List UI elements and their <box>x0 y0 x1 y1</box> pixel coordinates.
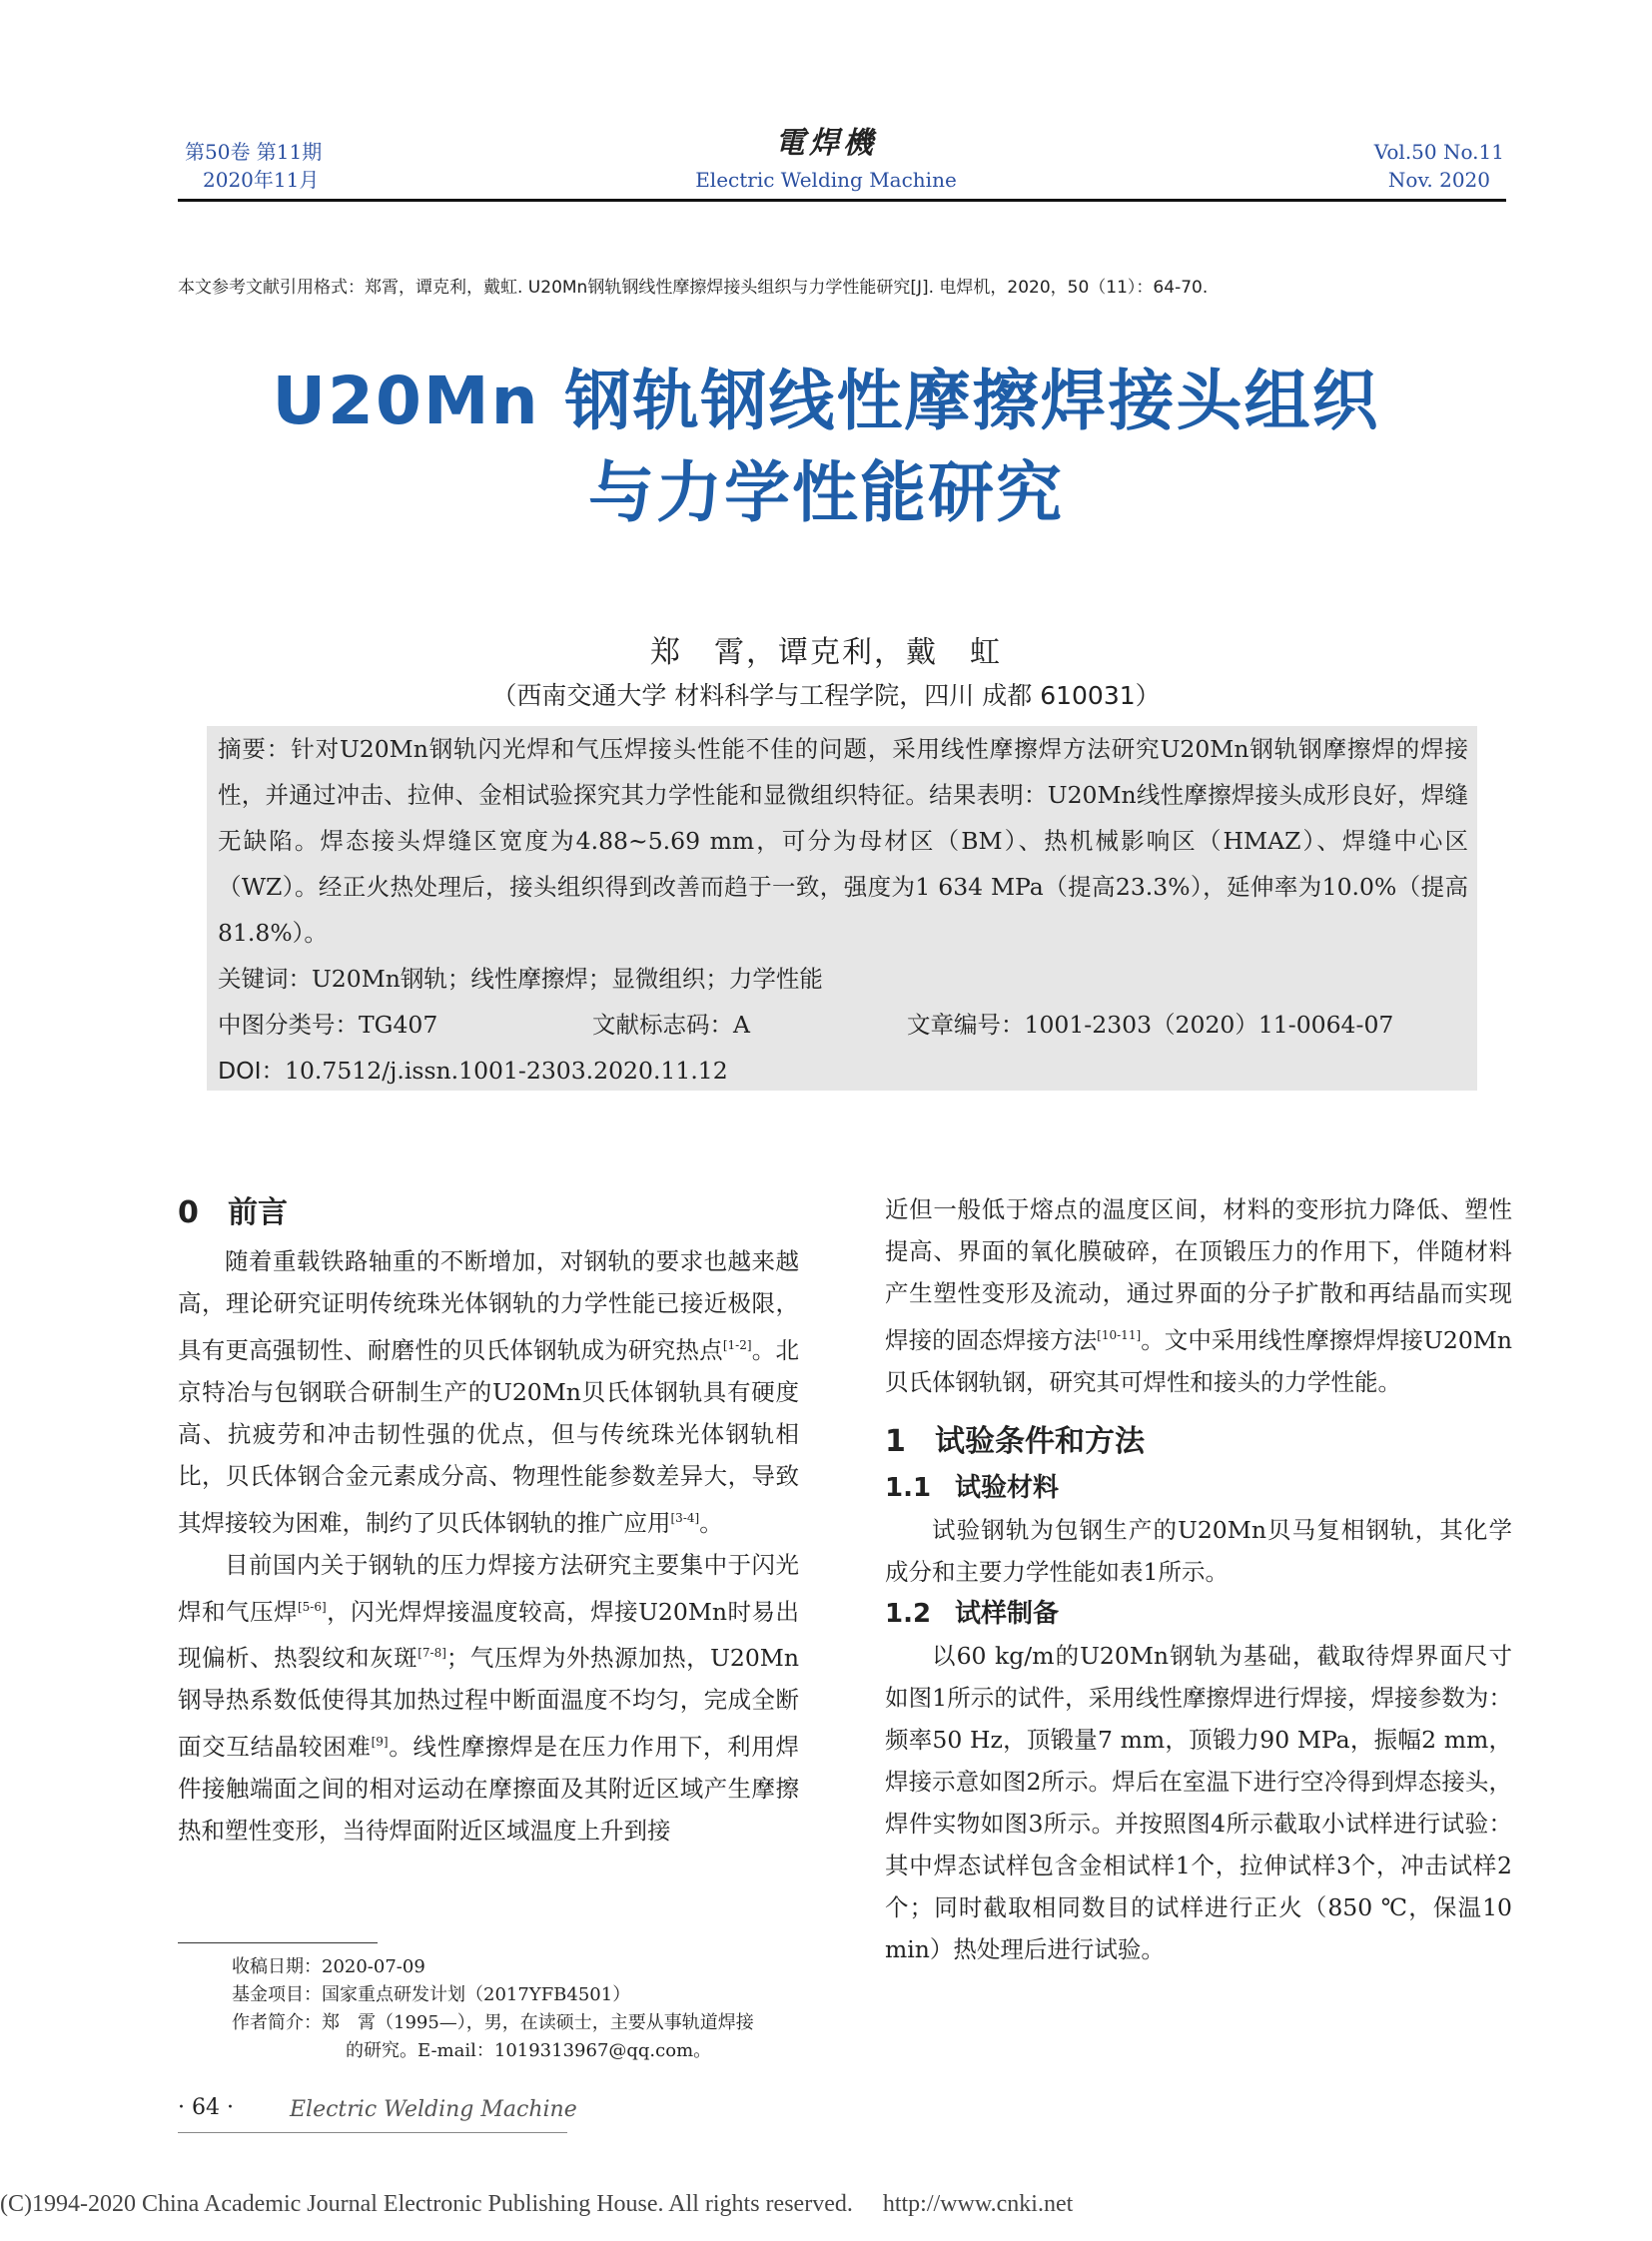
section-1-2-number: 1.2 <box>885 1598 932 1629</box>
journal-logo: 電焊機 <box>775 126 877 161</box>
fund-project: 基金项目：国家重点研发计划（2017YFB4501） <box>232 1984 631 2005</box>
clc-number: TG407 <box>359 1011 438 1039</box>
title-line-1: U20Mn 钢轨钢线性摩擦焊接头组织 <box>272 363 1380 439</box>
intro-p1-text-b: 。北京特冶与包钢联合研制生产的U20Mn贝氏体钢轨具有硬度高、抗疲劳和冲击韧性强的优点，但与传统珠光体钢轨相比，贝氏体钢合金元素成分高、物理性能参数差异大，导致其焊接较为困难，制约了贝氏体钢轨的推广应用 <box>178 1335 800 1537</box>
citation-format: 本文参考文献引用格式：郑霄，谭克利，戴虹. U20Mn钢轨钢线性摩擦焊接头组织与力学性能研究[J]. 电焊机，2020，50（11）：64-70. <box>178 278 1209 298</box>
section-1-title: 试验条件和方法 <box>935 1423 1145 1459</box>
left-column <box>178 1188 799 1852</box>
section-1-2-title: 试样制备 <box>955 1598 1060 1629</box>
footer-journal-script: Electric Welding Machine <box>290 2097 577 2122</box>
right-p1-text-b: 。文中采用线性摩擦焊焊接U20Mn贝氏体钢轨钢，研究其可焊性和接头的力学性能。 <box>885 1325 1513 1396</box>
header-volume-issue: 第50卷 第11期 <box>185 140 323 164</box>
journal-name-en: Electric Welding Machine <box>695 168 957 192</box>
right-paragraph-1 <box>885 1188 1512 1403</box>
section-0-number: 0 <box>178 1195 199 1230</box>
doc-code-label: 文献标志码： <box>592 1011 733 1039</box>
intro-p2-text-c: ；气压焊为外热源加热，U20Mn钢导热系数低使得其加热过程中断面温度不均匀，完成全断面交互结晶较困难 <box>178 1644 800 1762</box>
copyright-notice: (C)1994-2020 China Academic Journal Electronic Publishing House. All rights reserved. http://www.cnki.net <box>0 2191 1074 2217</box>
clc-label: 中图分类号： <box>218 1011 359 1039</box>
footnote-rule <box>178 1942 378 1943</box>
doi-label: DOI： <box>218 1057 286 1085</box>
right-p1-text: 近但一般低于熔点的温度区间，材料的变形抗力降低、塑性提高、界面的氧化膜破碎，在顶锻压力的作用下，伴随材料产生塑性变形及流动，通过界面的分子扩散和再结晶而实现焊接的固态焊接方法 <box>885 1195 1512 1354</box>
article-number: 1001-2303（2020）11-0064-07 <box>1024 1011 1394 1039</box>
intro-p1-text: 随着重载铁路轴重的不断增加，对钢轨的要求也越来越高，理论研究证明传统珠光体钢轨的力学性能已接近极限，具有更高强韧性、耐磨性的贝氏体钢轨成为研究热点 <box>178 1247 799 1364</box>
intro-paragraph-2 <box>178 1544 799 1852</box>
abstract-text: 针对U20Mn钢轨闪光焊和气压焊接头性能不佳的问题，采用线性摩擦焊方法研究U20Mn钢轨钢摩擦焊的焊接性，并通过冲击、拉伸、金相试验探究其力学性能和显微组织特征。结果表明：U20Mn线性摩擦焊接头成形良好，焊缝无缺陷。焊态接头焊缝区宽度为4.88~5.69 mm，可分为母材区（BM）、热机械影响区（HMAZ）、焊缝中心区（WZ）。经正火热处理后，接头组织得到改善而趋于一致，强度为1 634 MPa（提高23.3%），延伸率为10.0%（提高81.8%）。 <box>218 735 1469 947</box>
materials-paragraph: 试验钢轨为包钢生产的U20Mn贝马复相钢轨，其化学成分和主要力学性能如表1所示。 <box>885 1515 1512 1586</box>
ref-7-8: [7-8] <box>417 1646 446 1661</box>
right-column <box>885 1188 1512 1970</box>
ref-3-4: [3-4] <box>670 1510 700 1525</box>
section-1-1-number: 1.1 <box>885 1472 932 1503</box>
intro-p2-text-d: 。线性摩擦焊是在压力作用下，利用焊件接触端面之间的相对运动在摩擦面及其附近区域产生摩擦热和塑性变形，当待焊面附近区域温度上升到接 <box>178 1733 800 1846</box>
section-1-1-title: 试验材料 <box>955 1472 1060 1503</box>
footnotes <box>232 1953 811 2065</box>
section-1-2-heading <box>885 1593 1512 1635</box>
page-number: · 64 · <box>178 2095 234 2120</box>
intro-paragraph-1 <box>178 1240 799 1544</box>
header-volume <box>185 138 322 194</box>
section-1-heading <box>885 1417 1512 1467</box>
header-date: 2020年11月 <box>203 168 320 192</box>
author-bio-cont: 的研究。E-mail：1019313967@qq.com。 <box>346 2040 712 2061</box>
keywords: U20Mn钢轨；线性摩擦焊；显微组织；力学性能 <box>312 965 823 993</box>
ref-10-11: [10-11] <box>1097 1328 1142 1342</box>
article-title <box>150 356 1502 539</box>
footer-rule <box>178 2132 567 2133</box>
ref-1-2: [1-2] <box>722 1338 752 1352</box>
header-vol-en <box>1374 138 1504 194</box>
keywords-label: 关键词： <box>218 965 312 993</box>
affiliation: （西南交通大学 材料科学与工程学院，四川 成都 610031） <box>491 681 1161 710</box>
doi: 10.7512/j.issn.1001-2303.2020.11.12 <box>285 1057 728 1085</box>
header-center <box>626 118 1026 192</box>
section-0-heading <box>178 1188 799 1238</box>
doc-code: A <box>733 1011 750 1039</box>
abstract-label: 摘要： <box>218 735 292 763</box>
ref-9: [9] <box>371 1735 389 1750</box>
title-line-2: 与力学性能研究 <box>588 454 1064 531</box>
header-rule <box>178 199 1506 202</box>
intro-p2-text-b: ，闪光焊焊接温度较高，焊接U20Mn时易出现偏析、热裂纹和灰斑 <box>178 1597 800 1673</box>
section-1-1-heading <box>885 1467 1512 1509</box>
ref-5-6: [5-6] <box>297 1599 327 1614</box>
article-number-label: 文章编号： <box>907 1011 1025 1039</box>
section-1-number: 1 <box>885 1423 906 1459</box>
intro-p1-end: 。 <box>699 1508 723 1537</box>
intro-p2-text-a: 目前国内关于钢轨的压力焊接方法研究主要集中于闪光焊和气压焊 <box>178 1550 799 1626</box>
header-month: Nov. 2020 <box>1387 168 1490 192</box>
section-0-title: 前言 <box>228 1195 288 1230</box>
authors: 郑 霄，谭克利，戴 虹 <box>650 635 1002 670</box>
abstract <box>218 726 1468 1094</box>
received-date: 收稿日期：2020-07-09 <box>232 1956 425 1977</box>
sample-prep-paragraph: 以60 kg/m的U20Mn钢轨为基础，截取待焊界面尺寸如图1所示的试件，采用线性摩擦焊进行焊接，焊接参数为：频率50 Hz，顶锻量7 mm，顶锻力90 MPa，振幅2 mm，焊接示意如图2所示。焊后在室温下进行空冷得到焊态接头，焊件实物如图3所示。并按照图4所示截取小试样进行试验：其中焊态试样包含金相试样1个，拉伸试样3个，冲击试样2个；同时截取相同数目的试样进行正火（850 ℃，保温10 min）热处理后进行试验。 <box>885 1641 1512 1963</box>
author-bio: 作者简介：郑 霄（1995—），男，在读硕士，主要从事轨道焊接 <box>232 2012 754 2033</box>
header-vol-no: Vol.50 No.11 <box>1373 140 1504 164</box>
